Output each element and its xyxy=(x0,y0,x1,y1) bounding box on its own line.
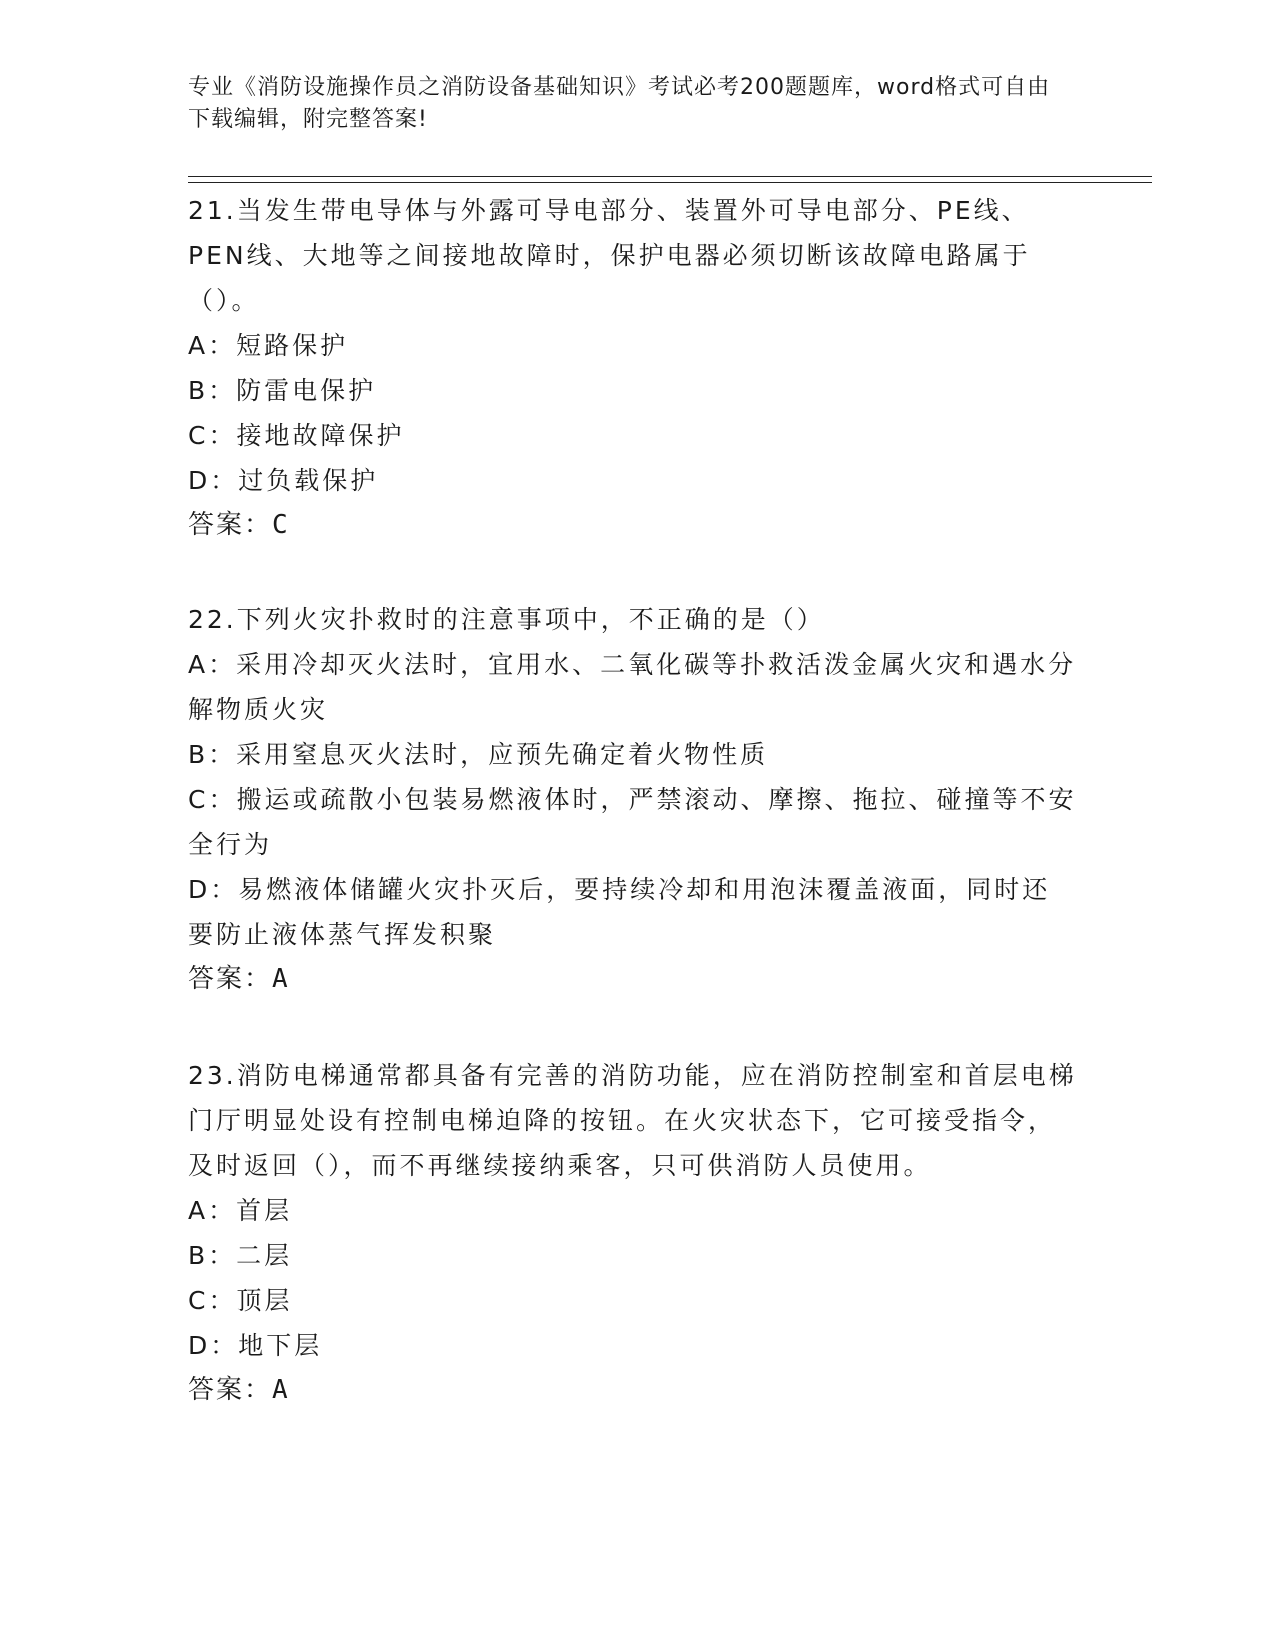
option-b: B：采用窒息灭火法时，应预先确定着火物性质 xyxy=(188,740,769,769)
option-a: A：首层 xyxy=(188,1196,293,1225)
header-divider-top xyxy=(188,176,1152,177)
answer-value: C xyxy=(272,510,290,540)
option-c: C：顶层 xyxy=(188,1286,293,1315)
question-stem: 21.当发生带电导体与外露可导电部分、装置外可导电部分、PE线、PEN线、大地等之间接地故障时，保护电器必须切断该故障电路属于（）。 xyxy=(188,196,1031,315)
option-b: B：二层 xyxy=(188,1241,293,1270)
option-d: D：地下层 xyxy=(188,1331,323,1360)
question-21 xyxy=(188,188,1078,548)
answer-line xyxy=(188,957,1078,1002)
option-a: A：采用冷却灭火法时，宜用水、二氧化碳等扑救活泼金属火灾和遇水分解物质火灾 xyxy=(188,650,1077,724)
header-divider-bottom xyxy=(188,182,1152,183)
answer-value: A xyxy=(272,1375,290,1405)
question-stem: 22.下列火灾扑救时的注意事项中，不正确的是（） xyxy=(188,605,825,634)
option-c: C：接地故障保护 xyxy=(188,421,405,450)
option-b: B：防雷电保护 xyxy=(188,376,377,405)
question-22 xyxy=(188,597,1078,1002)
answer-label: 答案： xyxy=(188,964,273,994)
question-23 xyxy=(188,1053,1078,1413)
question-stem: 23.消防电梯通常都具备有完善的消防功能，应在消防控制室和首层电梯门厅明显处设有控制电梯迫降的按钮。在火灾状态下，它可接受指令，及时返回（），而不再继续接纳乘客，只可供消防人员使用。 xyxy=(188,1061,1077,1180)
answer-label: 答案： xyxy=(188,1375,273,1405)
option-d: D：易燃液体储罐火灾扑灭后，要持续冷却和用泡沫覆盖液面，同时还要防止液体蒸气挥发积聚 xyxy=(188,875,1051,949)
option-c: C：搬运或疏散小包装易燃液体时，严禁滚动、摩擦、拖拉、碰撞等不安全行为 xyxy=(188,785,1077,859)
option-a: A：短路保护 xyxy=(188,331,349,360)
answer-label: 答案： xyxy=(188,510,273,540)
answer-value: A xyxy=(272,964,290,994)
option-d: D：过负载保护 xyxy=(188,466,379,495)
document-header: 专业《消防设施操作员之消防设备基础知识》考试必考200题题库，word格式可自由下载编辑，附完整答案! xyxy=(188,75,1051,132)
answer-line xyxy=(188,503,1078,548)
answer-line xyxy=(188,1368,1078,1413)
